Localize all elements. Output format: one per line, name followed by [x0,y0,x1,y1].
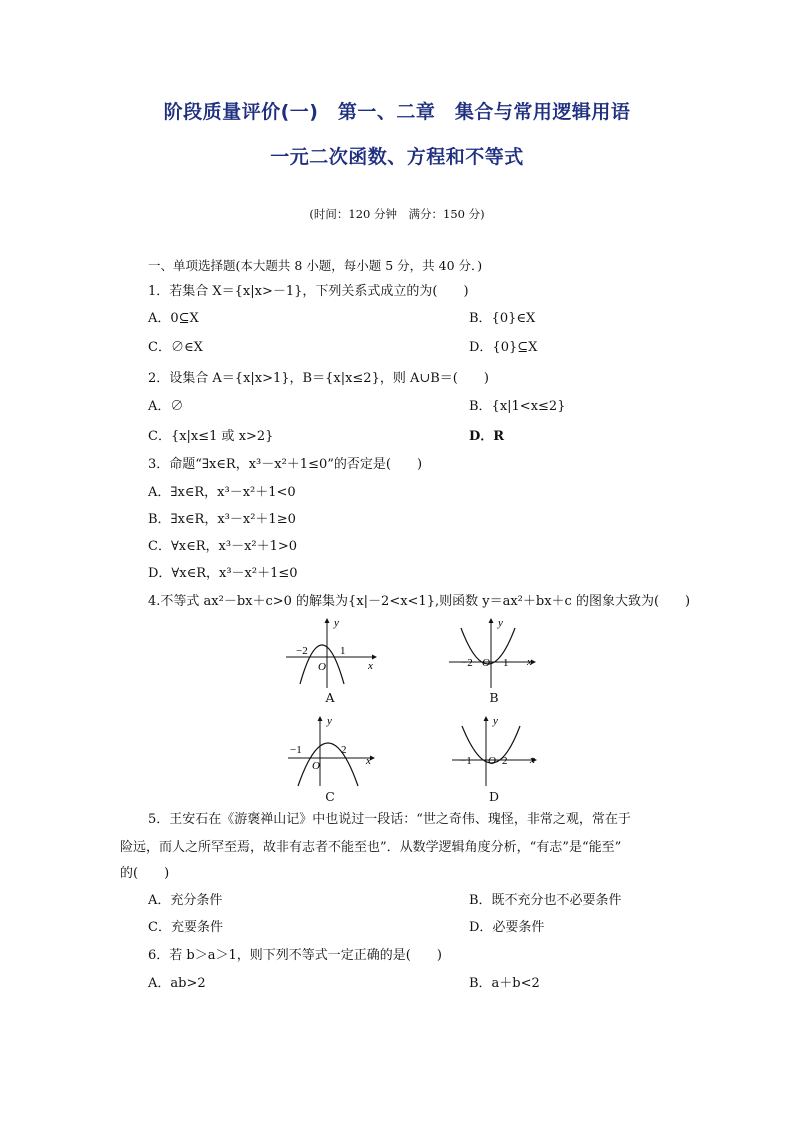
graph-a [282,614,382,694]
q2-option-a: A．∅ [148,399,184,414]
q2-option-c: C．{x|x≤1 或 x>2} [148,429,274,444]
graph-d-tick-left: −1 [460,755,472,767]
q2-option-b: B．{x|1<x≤2} [469,399,566,414]
q3-option-d: D．∀x∈R，x³－x²＋1≤0 [148,566,298,581]
graph-b-tick-right: 1 [503,657,509,669]
q6-option-b: B．a＋b<2 [469,976,540,991]
graph-c-y-label: y [327,715,332,727]
graph-a-tick-right: 1 [340,645,346,657]
q5-line-2: 险远，而人之所罕至焉，故非有志者不能至也”．从数学逻辑角度分析，“有志”是“能至” [120,840,622,855]
graph-b-y-label: y [498,617,503,629]
graph-d-label: D [488,789,500,804]
q3-option-a: A．∃x∈R，x³－x²＋1<0 [148,485,296,500]
q3-stem: 3．命题“∃x∈R，x³－x²＋1≤0”的否定是( ) [148,457,423,472]
graph-b-origin: O [482,657,490,669]
q4-stem: 4.不等式 ax²－bx＋c>0 的解集为{x|－2<x<1},则函数 y＝ax²＋bx＋c 的图象大致为( ) [148,594,691,609]
section-heading: 一、单项选择题(本大题共 8 小题，每小题 5 分，共 40 分．) [148,258,483,273]
exam-meta: (时间：120 分钟 满分：150 分) [309,207,485,221]
graph-d-origin: O [488,755,496,767]
q1-option-b: B．{0}∈X [469,311,536,326]
graph-b [445,614,545,694]
q5-line-3: 的( ) [120,866,170,881]
graph-c [284,712,384,792]
q2-option-d: D．R [469,429,505,444]
q1-option-c: C．∅∈X [148,340,203,355]
q5-option-d: D．必要条件 [469,920,545,935]
graph-b-tick-left: −2 [461,657,473,669]
graph-a-tick-left: −2 [296,645,308,657]
q1-option-a: A．0⊆X [148,311,199,326]
graph-c-tick-right: 2 [341,744,347,756]
graph-b-x-label: x [527,656,532,668]
q5-line-1: 5．王安石在《游褒禅山记》中也说过一段话：“世之奇伟、瑰怪，非常之观，常在于 [148,812,631,827]
q6-stem: 6．若 b＞a＞1，则下列不等式一定正确的是( ) [148,948,442,963]
graph-b-label: B [489,690,499,705]
graph-a-x-label: x [368,660,373,672]
graph-d-y-label: y [493,715,498,727]
q1-stem: 1．若集合 X＝{x|x>－1}，下列关系式成立的为( ) [148,284,469,299]
graph-a-y-label: y [334,617,339,629]
q5-option-b: B．既不充分也不必要条件 [469,893,622,908]
graph-a-origin: O [318,661,326,673]
page-subtitle: 一元二次函数、方程和不等式 [270,146,524,168]
page-title: 阶段质量评价(一) 第一、二章 集合与常用逻辑用语 [163,101,631,123]
graph-c-tick-left: −1 [290,744,302,756]
q2-stem: 2．设集合 A＝{x|x>1}，B＝{x|x≤2}，则 A∪B＝( ) [148,371,489,386]
graph-d-x-label: x [530,754,535,766]
graph-a-label: A [325,690,335,705]
graph-c-x-label: x [366,755,371,767]
q1-option-d: D．{0}⊆X [469,340,538,355]
q5-option-c: C．充要条件 [148,920,223,935]
graph-d [448,712,548,792]
q6-option-a: A．ab>2 [148,976,206,991]
q5-option-a: A．充分条件 [148,893,223,908]
graph-d-tick-right: 2 [502,755,508,767]
graph-c-label: C [325,789,335,804]
graph-c-origin: O [312,760,320,772]
q3-option-c: C．∀x∈R，x³－x²＋1>0 [148,539,298,554]
q3-option-b: B．∃x∈R，x³－x²＋1≥0 [148,512,296,527]
